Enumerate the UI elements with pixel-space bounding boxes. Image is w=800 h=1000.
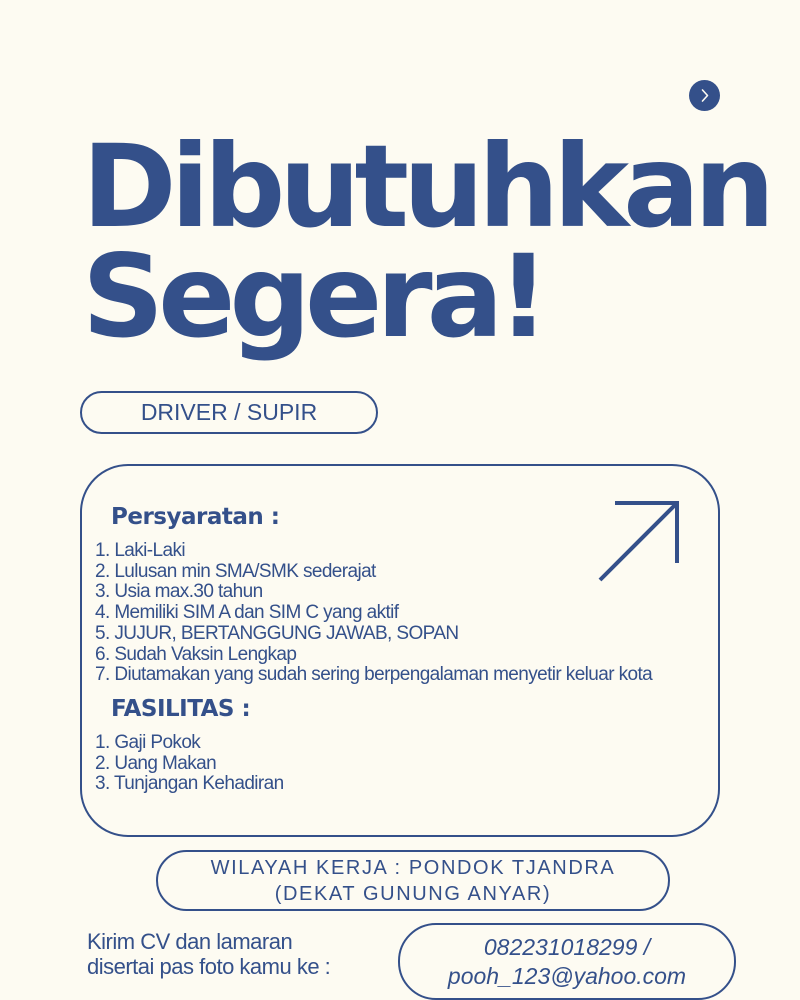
list-item: 2. Uang Makan <box>95 752 217 774</box>
facilities-title: FASILITAS : <box>111 696 251 722</box>
next-button[interactable] <box>689 80 720 111</box>
work-area-badge <box>156 850 670 911</box>
contact-email[interactable]: pooh_123@yahoo.com <box>447 962 687 989</box>
list-item: 7. Diutamakan yang sudah sering berpengalaman menyetir keluar kota <box>95 664 653 686</box>
headline-line-2: Segera! <box>82 230 544 363</box>
send-cv-instructions <box>87 929 330 979</box>
list-item: 6. Sudah Vaksin Lengkap <box>95 643 297 665</box>
job-position-badge: DRIVER / SUPIR <box>80 391 378 434</box>
list-item: 2. Lulusan min SMA/SMK sederajat <box>95 560 376 582</box>
list-item: 1. Laki-Laki <box>95 540 185 561</box>
send-cv-line-1: Kirim CV dan lamaran <box>87 929 293 954</box>
requirements-title: Persyaratan : <box>111 504 280 530</box>
list-item: 1. Gaji Pokok <box>95 732 201 753</box>
contact-phone[interactable]: 082231018299 / <box>483 933 651 960</box>
facilities-list <box>95 733 284 795</box>
headline <box>82 120 782 363</box>
list-item: 5. JUJUR, BERTANGGUNG JAWAB, SOPAN <box>95 622 459 644</box>
list-item: 4. Memiliki SIM A dan SIM C yang aktif <box>95 602 399 624</box>
send-cv-line-2: disertai pas foto kamu ke : <box>87 954 331 979</box>
contact-badge <box>398 923 736 1000</box>
requirements-list <box>95 541 652 686</box>
headline-line-1: Dibutuhkan <box>82 120 770 253</box>
chevron-right-icon <box>689 80 720 111</box>
list-item: 3. Usia max.30 tahun <box>95 581 263 603</box>
list-item: 3. Tunjangan Kehadiran <box>95 773 284 795</box>
work-area-text: WILAYAH KERJA : PONDOK TJANDRA (DEKAT GUNUNG ANYAR) <box>210 856 616 905</box>
